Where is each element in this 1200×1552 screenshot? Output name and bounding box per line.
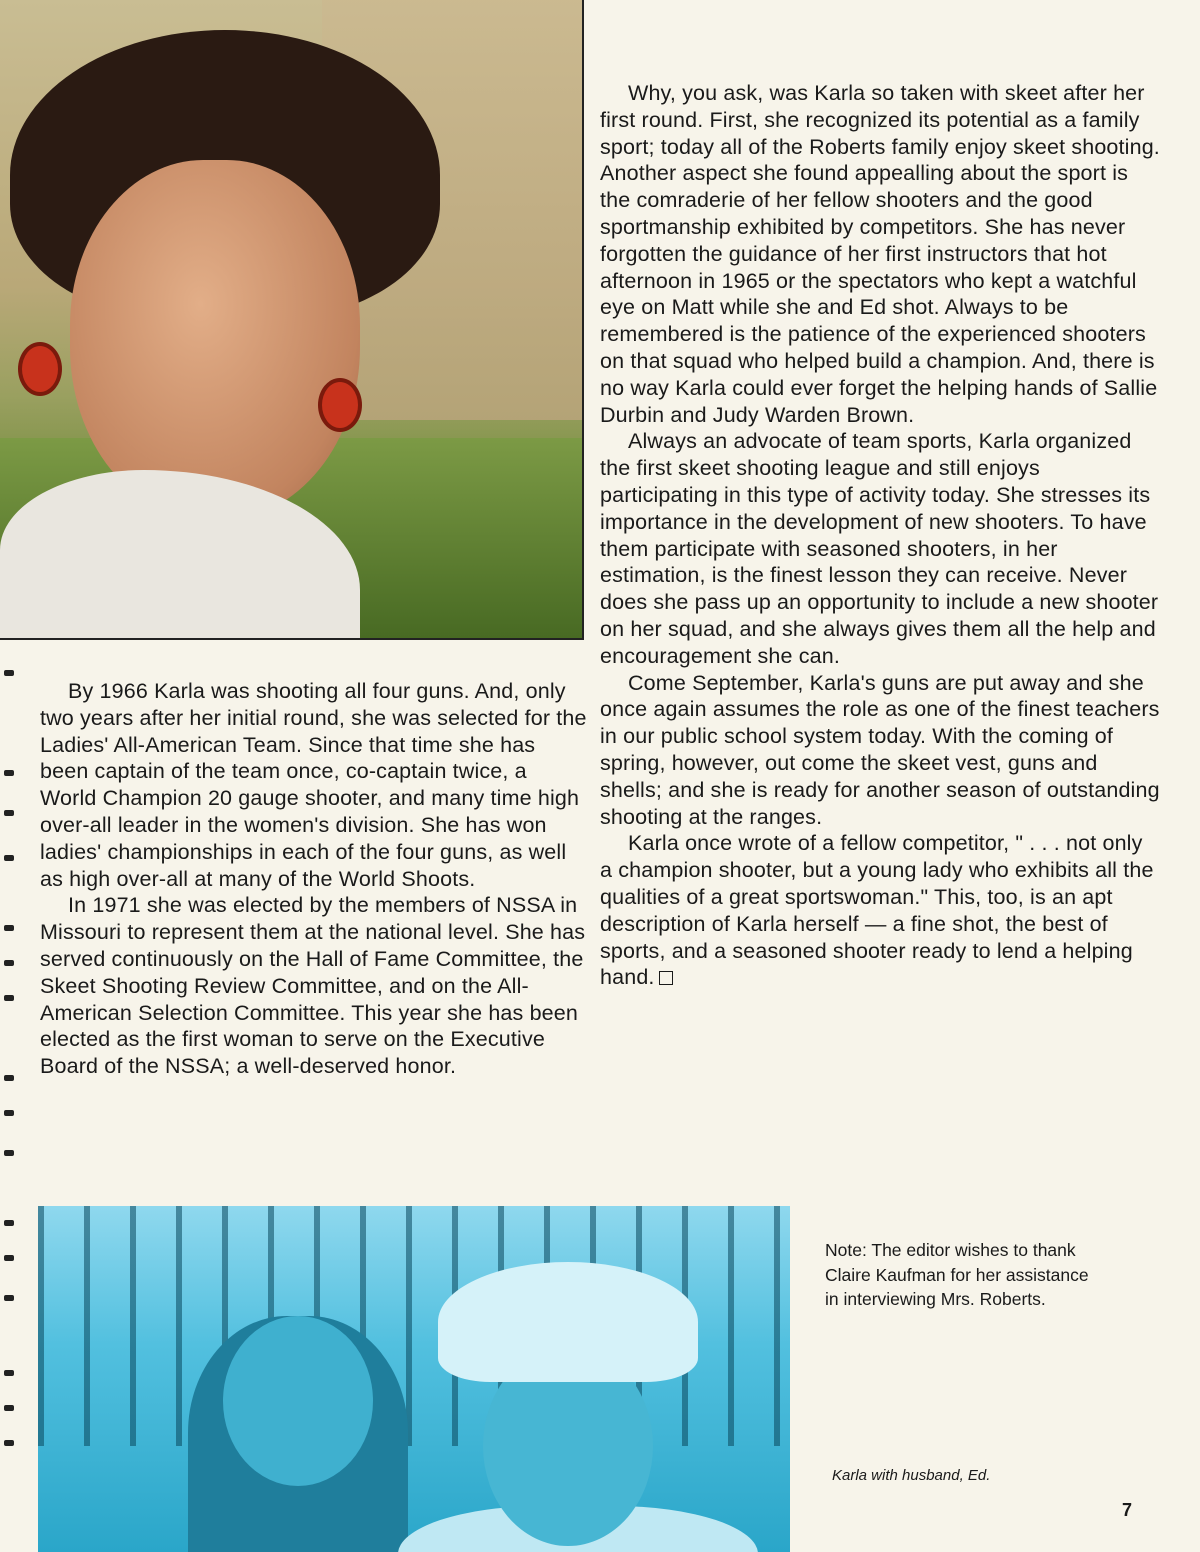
hollow-square-icon: [659, 971, 673, 985]
portrait-photo: [0, 0, 584, 640]
paragraph-final-text: Karla once wrote of a fellow competitor, " . . . not only a champion shooter, but a young lady who exhibits all the qualities of a great sportswoman." This, too, is an apt description of Karla herself — a fine shot, the best of sports, and a seasoned shooter ready to lend a helping hand.: [600, 831, 1154, 990]
left-column: [40, 678, 588, 1080]
photo-caption: Karla with husband, Ed.: [832, 1467, 991, 1484]
couple-photo: [38, 1206, 790, 1552]
paragraph: In 1971 she was elected by the members of NSSA in Missouri to represent them at the national level. She has served continuously on the Hall of Fame Committee, the Skeet Shooting Review Committee, and on the All-American Selection Committee. This year she has been elected as the first woman to serve on the Executive Board of the NSSA; a well-deserved honor.: [40, 893, 586, 1079]
editor-note: Note: The editor wishes to thank Claire Kaufman for her assistance in interviewing Mrs. Roberts.: [825, 1240, 1089, 1309]
photo-face: [70, 160, 360, 520]
page-number: 7: [1122, 1500, 1133, 1520]
paragraph: Always an advocate of team sports, Karla organized the first skeet shooting league and still enjoys participating in this type of activity today. She stresses its importance in the development of new shooters. To have them participate with seasoned shooters, in her estimation, is the finest lesson they can receive. Never does she pass up an opportunity to include a new shooter on her squad, and she always gives them all the help and encouragement she can.: [600, 429, 1159, 668]
earring-right: [318, 378, 362, 432]
paragraph: Come September, Karla's guns are put away and she once again assumes the role as one of the finest teachers in our public school system today. With the coming of spring, however, out come the skeet vest, guns and shells; and she is ready for another season of outstanding shooting at the ranges.: [600, 670, 1160, 829]
photo-hat: [438, 1262, 698, 1382]
paragraph: Why, you ask, was Karla so taken with skeet after her first round. First, she recognized its potential as a family sport; today all of the Roberts family enjoy skeet shooting. Another aspect she found appealling about the sport is the comraderie of her fellow shooters and the good sportmanship exhibited by competitors. She has never forgotten the guidance of her first instructors that hot afternoon in 1965 or the spectators who kept a watchful eye on Matt while she and Ed shot. Always to be remembered is the patience of the experienced shooters on that squad who helped build a champion. And, there is no way Karla could ever forget the helping hands of Sallie Durbin and Judy Warden Brown.: [600, 81, 1160, 427]
paragraph-final: [600, 830, 1160, 991]
photo-head-karla: [223, 1316, 373, 1486]
right-column: [600, 80, 1160, 991]
earring-left: [18, 342, 62, 396]
paragraph: By 1966 Karla was shooting all four guns. And, only two years after her initial round, she was selected for the Ladies' All-American Team. Since that time she has been captain of the team once, co-captain twice, a World Champion 20 gauge shooter, and many time high over-all leader in the women's division. She has won ladies' championships in each of the four guns, as well as high over-all at many of the World Shoots.: [40, 679, 587, 891]
